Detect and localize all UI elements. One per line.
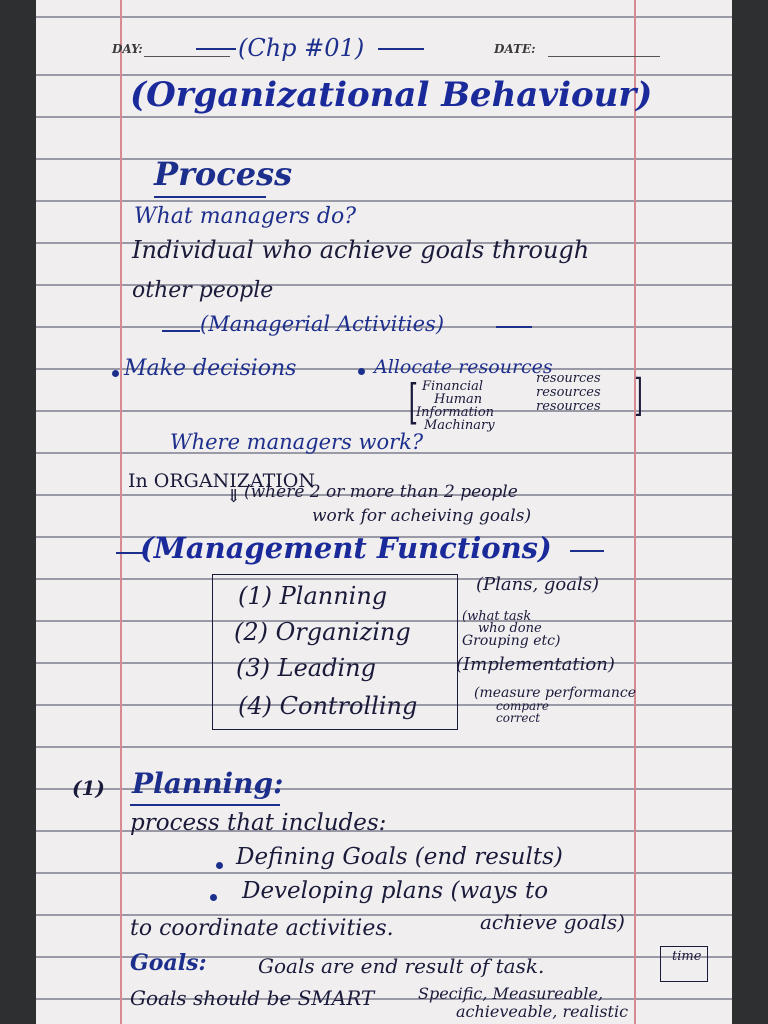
managerial-dash-left: [162, 330, 200, 332]
note-organizing-1: (what task: [462, 609, 532, 624]
planning-number: (1): [72, 776, 105, 800]
goals-text: Goals are end result of task.: [258, 954, 545, 978]
right-margin-line: [634, 0, 636, 1024]
planning-heading: Planning:: [132, 767, 284, 800]
day-label: DAY:: [112, 42, 143, 56]
resources-left-list: [416, 380, 540, 432]
planning-cont: achieve goals): [480, 910, 625, 934]
note-organizing-3: Grouping etc): [462, 633, 561, 649]
resource-financial: Financial: [422, 379, 484, 394]
process-line1: Individual who achieve goals through: [132, 236, 590, 264]
time-label: time: [672, 949, 702, 964]
resources-right-list: [536, 372, 636, 414]
bullet: [112, 370, 119, 377]
managerial-dash-right: [496, 326, 532, 328]
process-question: What managers do?: [134, 204, 357, 229]
note-controlling-3: correct: [496, 711, 541, 725]
org-definition-2: work for acheiving goals): [312, 506, 532, 526]
function-planning: (1) Planning: [238, 582, 388, 610]
make-decisions: Make decisions: [124, 356, 297, 381]
note-planning: (Plans, goals): [476, 574, 600, 595]
bullet: [216, 862, 223, 869]
functions-heading: (Management Functions): [140, 531, 552, 565]
process-heading: Process: [154, 155, 293, 193]
where-answer: In ORGANIZATION: [128, 470, 315, 492]
resource-word: resources: [536, 399, 601, 414]
chapter-dash-left: [196, 48, 236, 50]
process-underline: [154, 196, 266, 198]
functions-dash-right: [570, 550, 604, 552]
resource-word: resources: [536, 385, 601, 400]
smart-line: Goals should be SMART: [130, 986, 375, 1010]
arrow-down: ⇓: [226, 486, 242, 507]
bullet: [210, 894, 217, 901]
allocate-resources: Allocate resources: [374, 356, 553, 378]
brace: [: [408, 374, 419, 430]
smart-detail-1: Specific, Measureable,: [418, 984, 604, 1003]
note-controlling-1: (measure performance: [474, 685, 637, 701]
left-margin-line: [120, 0, 122, 1024]
smart-detail-2: achieveable, realistic: [456, 1002, 629, 1021]
day-rule: [144, 56, 230, 57]
process-line2: other people: [132, 278, 274, 303]
planning-bullet1: Defining Goals (end results): [236, 844, 563, 870]
bullet: [358, 368, 365, 375]
note-organizing-2: who done: [478, 621, 542, 636]
planning-line3: to coordinate activities.: [130, 916, 394, 941]
note-controlling-2: compare: [496, 699, 549, 713]
resource-word: resources: [536, 371, 601, 386]
resource-machinary: Machinary: [424, 418, 495, 433]
chapter-dash-right: [378, 48, 424, 50]
resource-human: Human: [434, 392, 483, 407]
function-organizing: (2) Organizing: [234, 618, 411, 646]
goals-label: Goals:: [130, 950, 207, 976]
where-question: Where managers work?: [170, 430, 424, 454]
planning-line1: process that includes:: [130, 810, 387, 836]
date-rule: [548, 56, 660, 57]
page-title: (Organizational Behaviour): [130, 75, 653, 115]
resource-information: Information: [416, 405, 495, 420]
date-label: DATE:: [494, 42, 536, 56]
note-leading: (Implementation): [456, 654, 615, 675]
notebook-page: [36, 0, 732, 1024]
chapter-label: (Chp #01): [238, 34, 365, 62]
planning-bullet2: Developing plans (ways to: [242, 878, 549, 904]
function-leading: (3) Leading: [236, 654, 376, 682]
function-controlling: (4) Controlling: [238, 692, 418, 720]
org-definition-1: (where 2 or more than 2 people: [244, 482, 518, 502]
brace: ]: [634, 370, 643, 421]
managerial-heading: (Managerial Activities): [200, 312, 445, 336]
planning-underline: [130, 804, 280, 806]
